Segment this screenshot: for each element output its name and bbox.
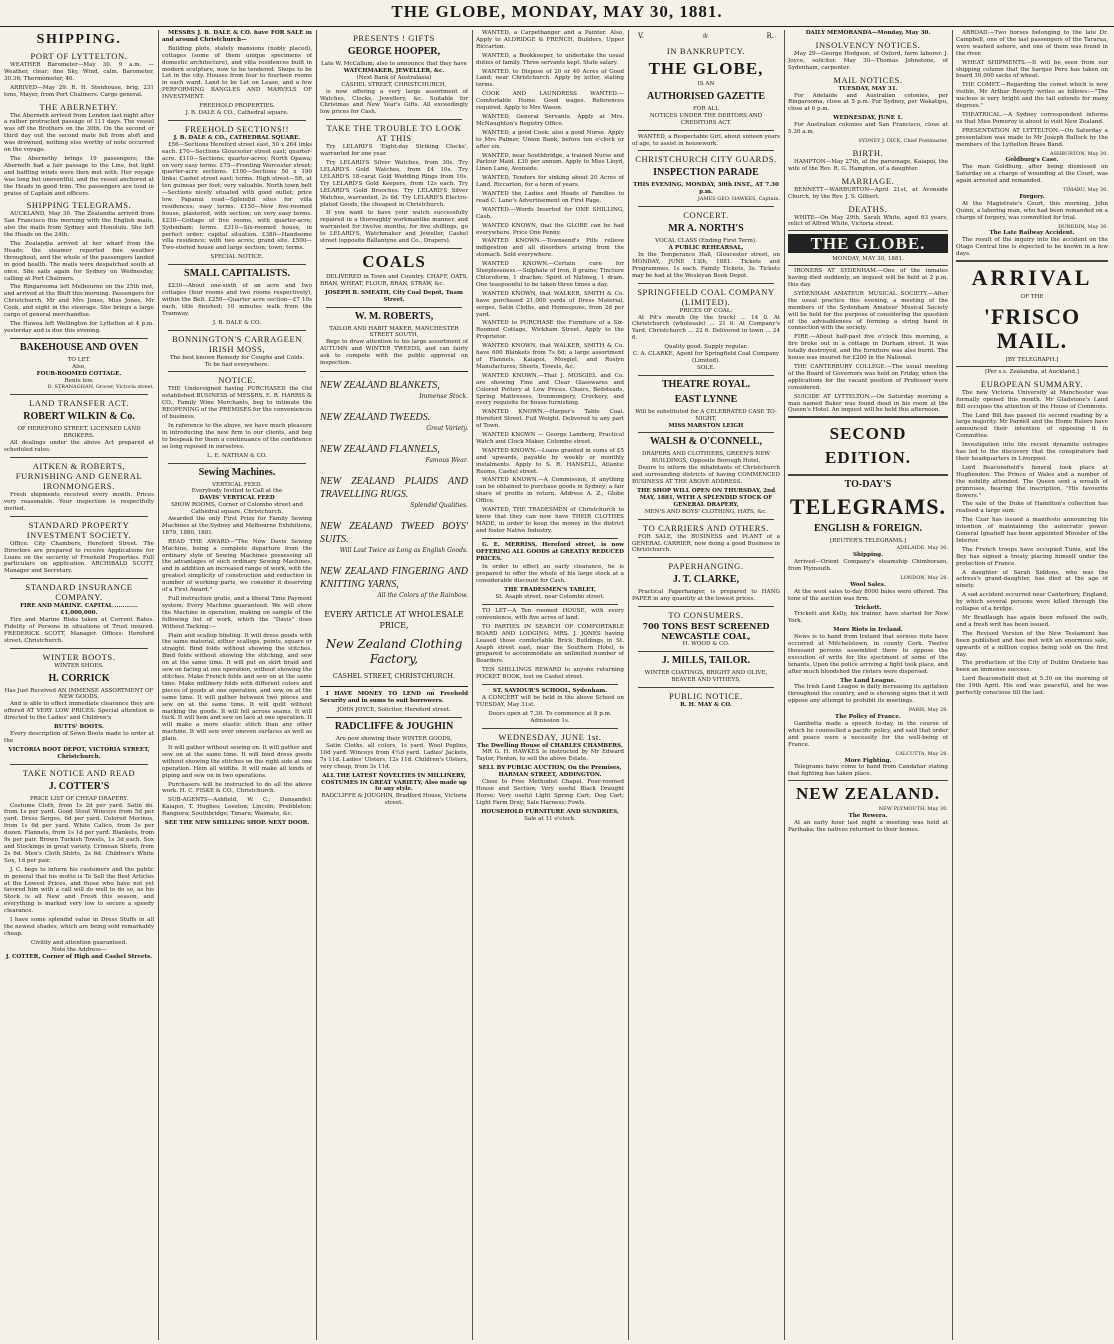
plymouth-date: NEW PLYMOUTH, May 30. (878, 806, 948, 813)
paperhanging-heading: PAPERHANGING. (668, 561, 744, 572)
cottage-label: FOUR-ROOMED COTTAGE. (36, 370, 122, 377)
weather-report: WEATHER Barometer—May 30. 9 a.m. — Weather, clear; fine Sky, Wind, calm. Barometer, 30.36; Thermometer, 46. (4, 62, 154, 82)
cotter-ad: J. COTTER'S (48, 780, 110, 792)
abernethy-heading: THE ABERNETHY. (39, 101, 119, 112)
tons-coal: 700 TONS BEST SCREENED NEWCASTLE COAL, (642, 621, 770, 642)
fire-marine: FIRE AND MARINE. CAPITAL ............ £1,000,000. (20, 603, 138, 617)
dick-name: SYDNEY J. DICK, Chief Postmaster. (858, 137, 948, 144)
hooper-sub: WATCHMAKER, JEWELLER, &c. (343, 67, 445, 74)
insolvency-heading: INSOLVENCY NOTICES. (815, 39, 921, 50)
arrived-text: Arrived—Orient Company's steamship Chimborazo, from Plymouth. (788, 559, 948, 572)
wanted-1: WANTED, a Carpetbanger and a Painter. Also, Apply to ALDRIDGE & FRENCH, Builders, Upper Riccarton. (476, 30, 624, 50)
novelties-text: ALL THE LATEST NOVELTIES IN MILLINERY, COSTUMES IN GREAT VARIETY, Also made up to any style. (321, 772, 467, 793)
nz-plaids: NEW ZEALAND PLAIDS AND TRAVELLING RUGS. (320, 475, 468, 500)
marriage-heading: MARRIAGE. (841, 175, 895, 186)
per-zealandia: [Per s.s. Zealandia, at Auckland.] (985, 368, 1079, 375)
corrick-ad: H. CORRICK (48, 672, 110, 684)
coals-sub: DELIVERED in Town and Country. CHAFF, OATS, BRAN, WHEAT, FLOUR, BRAN, STRAW, &c. (320, 273, 468, 287)
bankruptcy-heading: IN BANKRUPTCY. (666, 46, 746, 56)
european-summary: EUROPEAN SUMMARY. (980, 378, 1084, 389)
memoranda-heading: DAILY MEMORANDA—Monday, May 30. (805, 30, 931, 36)
davis-sub: SHOW ROOMS, Corner of Colombo street and Cathedral square, Christchurch. (171, 502, 303, 516)
radcliffe-ad: RADCLIFFE & JOUGHIN (334, 721, 454, 733)
leigh-name: MISS MARSTON LEIGH (668, 422, 744, 429)
wanted-6: WANTED KNOWN — George Lamberg, Practical Watch and Clock Maker, Colombo street. (476, 432, 624, 445)
aitken-ad: AITKEN & ROBERTS, FURNISHING AND GENERAL IRONMONGERS. (15, 460, 143, 491)
sale-time: Sale at 11 o'clock. (524, 815, 576, 822)
globe-date: MONDAY, MAY 30, 1881. (832, 256, 904, 263)
column-5: V. ♔ R. IN BANKRUPTCY. THE GLOBE, IS AN AUTHORISED GAZETTE FOR ALL NOTICES UNDER THE DEBTORS AND CREDITORS ACT. WANTED, a Respectable Girl, about sixteen years of age, to assist in housework. CHRISTCHURCH CITY GUARDS. INSPECTION PARADE THIS EVENING, MONDAY, 30th INST., AT 7.30 p.m. JAMES GEO. HAWKES, Captain. CONCERT. MR A. NORTH'S VOCAL CLASS (Ending First Term). A PUBLIC REHEARSAL, In the Temperance Hall, Gloucester street, on MONDAY, JUNE 13th, 1881. Tickets and Programmes, 1s each. Family Tickets, 3s. Tickets may be had at the Wesleyan Book Depot. SPRINGFIELD COAL COMPANY (LIMITED). PRICES OF COAL: At Pit's mouth (by the truck) ... 14 0. At Christchurch (wholesale) ... 21 0. At Company's Yard, Christchurch ... 22 6. Delivered in town ... 24 6. Quality good. Supply regular. C. A. CLARKE, Agent for Springfield Coal Company (Limited). SOLE. THEATRE ROYAL. EAST LYNNE Will be substituted for A CELEBRATED CASE TO-NIGHT, MISS MARSTON LEIGH WALSH & O'CONNELL, DRAPERS AND CLOTHIERS, GREEN'S NEW BUILDINGS, Opposite Borough Hotel, Desire to inform the inhabitants of Christchurch and surrounding districts of having COMMENCED BUSINESS AT THE ABOVE ADDRESS. THE SHOP WILL OPEN ON THURSDAY, 2nd MAY, 1881, WITH A SPLENDID STOCK OF GENERAL DRAPERY, MEN'S AND BOYS' CLOTHING, HATS, &c. TO CARRIERS AND OTHERS. FOR SALE, the BUSINESS and PLANT of a GENERAL CARRIER, now doing a good Business in Christchurch. PAPERHANGING. J. T. CLARKE, Practical Paperhanger, is prepared to HANG PAPER in any quantity at the lowest prices. TO CONSUMERS. 700 TONS BEST SCREENED NEWCASTLE COAL, H. WOOD & CO. J. MILLS, TAILOR. WINTER COATINGS, BRIGHT AND OLIVE, BEAVER AND VITHEYS, PUBLIC NOTICE. R. H. MAY & CO. (632, 32, 780, 708)
todays-label: TO-DAY'S (844, 479, 892, 491)
frisco-mail: 'FRISCO MAIL. (983, 304, 1081, 353)
crest-v: V. (638, 32, 645, 40)
great-variety: Great Variety. (426, 424, 468, 432)
famous-wear: Famous Wear. (425, 456, 468, 464)
saviour-school: ST. SAVIOUR'S SCHOOL, Sydenham. (492, 688, 608, 695)
globe-heading: THE GLOBE. (788, 234, 948, 253)
notices-label: NOTICES UNDER THE DEBTORS AND CREDITORS ACT. (649, 112, 763, 126)
prices-label: PRICES OF COAL: (679, 307, 733, 314)
mayo-name: R. H. MAY & CO. (680, 701, 732, 708)
bonnington-sub: The best known Remedy for Coughs and Colds. (169, 354, 305, 361)
hawkes-captain: JAMES GEO. HAWKES, Captain. (697, 196, 780, 203)
by-telegraph: [BY TELEGRAPH.] (1005, 357, 1059, 363)
forgery-label: Forgery. (1019, 193, 1045, 200)
coals-heading: COALS (362, 251, 426, 271)
calcutta-date: CALCUTTA, May 28. (895, 750, 948, 757)
wanted-2: WANTED, a Bookkeeper, to undertake the usual duties of family. Three servants kept. State salary. (476, 52, 624, 66)
mail-heading: MAIL NOTICES. (833, 74, 903, 85)
hooper-ad: GEORGE HOOPER, (347, 46, 441, 57)
masthead (0, 0, 1114, 27)
hawkes-text: MR G. H. HAWKES is instructed by Mr Edward Taylor, Fenton, to sell the above Estate. (476, 749, 624, 763)
column-2: MESSRS J. B. DALE & CO. have FOR SALE in and around Christchurch— Building plots, stately mansions (nobly placed), cottages (some of them unique specimens of domestic architecture), and villa residences built in modern sculpture, now to be tendered. Shops to be Let in the city. Houses from four to fourteen rooms in each ward. Land to be Let on Lease, and a few PERFORMING BANGLES AND MARVELS OF INVESTMENT. FREEHOLD PROPERTIES. J. B. DALE & CO., Cathedral square. FREEHOLD SECTIONS!! J. B. DALE & CO., CATHEDRAL SQUARE. £56—Sections Hereford street east, 50 x 264 links each. £70—Sections Gloucester street east; quarter-acre. £110—Sections; quarter-acres; North Opawa; on very easy terms. £75—Fronting Worcester street; quarter-acre sections. £100—Sections 50 x 190 links; Cashel street east; terms. High street—5ft, at ten guineas per foot; very valuable. North town belt—Sections nicely situated with good outlet; price low. Papanui road—Splendid sites for villa residences; easy terms. £150—New five-roomed house, plastered, with section; on very easy terms. £230—Cottage of five rooms, with quarter-acre; Sydenham; terms. £310—Six-roomed house, in perfect order; capital situation. £380—Handsome villa residence; with two acres; grand site. £500—Two-storied house and large section; town; terms. SPECIAL NOTICE. SMALL CAPITALISTS. £230—About one-sixth of an acre and two cottages (four rooms and two rooms respectively), within the Belt. £250—Quarter acre section—£7 10s each, title finished; 10 minutes walk from the Tramway. J. B. DALE & CO. BONNINGTON'S CARRAGEEN IRISH MOSS, The best known Remedy for Coughs and Colds. To be had everywhere. NOTICE. THE Undersigned having PURCHASED the Old established BUSINESS of MESSRS. E. R. HARRIS & CO., Family Wine Merchants, beg to intimate the REOPENING of the PREMISES for the conveniences of business. In reference to the above, we have much pleasure in introducing the new firm to our clients, and beg to bespeak for them a continuance of the confidence so long reposed in ourselves. L. E. NATHAN & CO. Sewing Machines. VERTICAL FEED. Everybody Invited to Call at the DAVIS' VERTICAL FEED SHOW ROOMS, Corner of Colombo street and Cathedral square, Christchurch. Awarded the only First Prize for Family Sewing Machines at the Sydney and Melbourne Exhibitions, 1879, 1880, 1881. READ THE AWARD—"The New Davis Sewing Machine, being a complete departure from the ordinary style of Sewing Machines possessing all the advantages of such ordinary Sewing Machines, and in addition an increased range of work, with the greatest simplicity of construction and reduction in number of working parts, we consider it deserving of a First Award." Full instruction gratis, and a liberal Time Payment system. Every Machine guaranteed. We will show the Machine in operation, making on sample of the following list of work, which the "Davis" does Without Tacking:— Plain and scallop binding. It will dress goods with the same material, either scallops, points, square or straight. Bind folds without showing the stitches. Bind folds without showing the stitching, and sew on at the same time. It will put on skirt braid and sew on facing at one operation, without showing the stitches. Make French folds and sew on at the same time. Make millinery folds with different colors and pieces of goods at one operation, and sew on at the same time. It will gather between two pieces and sew on at the same time. It will quilt without marking the goods. It will fell across seams. It will tuck. It will hem and sew on lace at one operation. It will make a more elastic stitch than any other machine. It will sew over uneven surfaces as well as plain. It will gather without sewing on. It will gather and sew on at the same time. It will bind dress goods without showing the stitches on the right side at one operation. Hem all widths. It will make all kinds of piping and sew on in two operations. Purchasers will be instructed to do all the above work. H. C. FISKE & CO., Christchurch. SUB-AGENTS—Ashfield, W. C.; Dunsandel; Kaiapoi, T. Hughes; Leeston; Lincoln; Prebbleton; Rangiora; Southbridge; Timaru; Waimate, &c. SEE THE NEW SHILLING SHOP. NEXT DOOR. (162, 30, 312, 827)
wool-label: Wool Sales. (850, 581, 886, 588)
concert-ad: A CONCERT will be held in the above School on TUESDAY, May 31st. (476, 694, 624, 708)
small-capitalists: SMALL CAPITALISTS. (184, 268, 290, 280)
telegrams-heading: SHIPPING TELEGRAMS. (26, 200, 132, 211)
column-4: WANTED, a Carpetbanger and a Painter. Also, Apply to ALDRIDGE & FRENCH, Builders, Upper Riccarton. WANTED, a Bookkeeper, to undertake the usual duties of family. Three servants kept. State salary. WANTED, to Dispose of 20 or 40 Acres of Good Land; near Christchurch. Apply by letter, stating terms. COOK AND LAUNDRESS WANTED.—Comfortable Home. Good wages. References required. Apply to Mrs Wason. WANTED, General Servants. Apply at Mrs. McNaughton's Registry Office. WANTED, a good Cook; also a good Nurse. Apply to Mrs Palmer, Union Bank, before ten o'clock or after six. WANTED, near Southbridge, a trained Nurse and Parlour Maid. £30 per annum. Apply to Miss Lloyd, Linen Lane, Avonside. WANTED, Tenders for sinking about 20 Acres of Land, Riccarton, for a term of years. WANTED the Ladies and Heads of Families to read C. Lane's Advertisement on First Page. WANTED.—Words Inserted for ONE SHILLING, Cash. WANTED KNOWN, that the GLOBE can be had everywhere. Price One Penny. WANTED KNOWN.—Townsend's Pills relieve indigestion and all disorders arising from the stomach. Sold everywhere. WANTED KNOWN.—Certain cure for Sleeplessness.—Sulphate of Iron, 8 grains; Tincture Chloroform, 1 drachm; Spirit of Nutmeg, 1 dram. One teaspoonful to be taken three times a day. WANTED KNOWN, that WALKER, SMITH & Co. have purchased 21,000 yards of Dress Material, serges, Satin Cloths, and Homespuns, from 2d per yard. WANTED to PURCHASE the Furniture of a Six-Roomed Cottage, Wickham Street. Apply to the Proprietor. WANTED KNOWN, that WALKER, SMITH & Co. have 600 Blankets from 7s 6d; a large assortment of Flannels, Kaiapoi, Mosgiel, and Roslyn Manufactures; Sheets, Towels, &c. WANTED KNOWN.—That J. MOSGIEL and Co. are showing Fine and Clear Glasswares and Colored Pottery at Low Prices. Chairs, Bedsteads, Spring Mattresses, Ironmongery, Crockery, and every requisite for house furnishing. WANTED KNOWN.—Harper's Table Coal. Hereford Street. Full Weight. Delivered to any part of Town. WANTED KNOWN — George Lamberg, Practical Watch and Clock Maker, Colombo street. WANTED KNOWN.—Loans granted in sums of £5 and upwards, payable by weekly or monthly instalments. Apply to S. R. HANSELL, Atlantic Rooms, Cashel street. WANTED KNOWN.—A Commission, if anything can be obtained to purchase goods in Sydney; a fair share of profits in return. Address A. Z., Globe Office. WANTED, THE TRADESMEN of Christchurch to know that they can now have THEIR CLOTHES MADE, in order to keep the money in the district and foster Native Industry. G. E. MERRISS, Hereford street, is now OFFERING ALL GOODS at GREATLY REDUCED PRICES. In order to effect an early clearance, he is prepared to offer the whole of his large stock at a considerable discount for Cash. THE TRADESMEN'S TABLET, St. Asaph street, near Colombo street. TO LET—A Ten roomed HOUSE, with every convenience, with five acres of land. TO PARTIES IN SEARCH OF COMFORTABLE BOARD AND LODGING. MRS. J. JONES having Leased those comfortable Brick Buildings in St. Asaph street east, near the Southern Hotel, is prepared to accommodate an unlimited number of Boarders. TEN SHILLINGS REWARD to anyone returning POCKET BOOK, lost on Cashel street. ST. SAVIOUR'S SCHOOL, Sydenham. A CONCERT will be held in the above School on TUESDAY, May 31st. Doors open at 7.30. To commence at 8 p.m. Admission 1s. WEDNESDAY, JUNE 1st. The Dwelling House of CHARLES CHAMBERS. MR G. H. HAWKES is instructed by Mr Edward Taylor, Fenton, to sell the above Estate. SELL BY PUBLIC AUCTION, On the Premises, HARMAN STREET, ADDINGTON. Close to Free Methodist Chapel. Four-roomed House and Section; Very useful Black Draught Horse; Very useful Light Spring Cart; Dog Cart; Light Farm Dray; Sale Harness; Fowls. HOUSEHOLD FURNITURE AND SUNDRIES, Sale at 11 o'clock. (476, 30, 624, 822)
policy-label: The Policy of France. (835, 714, 901, 721)
rehearsal-label: A PUBLIC REHEARSAL, (668, 245, 744, 252)
presents-heading: PRESENTS ! GIFTS (353, 33, 435, 43)
shipping-heading: SHIPPING. (36, 32, 122, 47)
clarke-agent: C. A. CLARKE, Agent for Springfield Coal Company (Limited). (632, 351, 780, 364)
grocer-label: D. STRANAGHAN, Grocer, Victoria street. (47, 384, 154, 391)
radcliffe-sub: Are now showing their WINTER GOODS, (335, 736, 453, 743)
concert-heading: CONCERT. (683, 210, 729, 221)
newspaper-title: THE GLOBE, MONDAY, MAY 30, 1881. (391, 2, 723, 21)
wanted-5: WANTED KNOWN, that WALKER, SMITH & Co. have purchased 21,000 yards of Dress Material, serges, Satin Cloths, and Homespuns, from 2d per yard. (476, 290, 624, 318)
butts-boots: BUTTS' BOOTS. (54, 724, 104, 731)
wednesday-label: WEDNESDAY, JUNE 1. (833, 115, 903, 122)
globe-gazette-title: THE GLOBE, (648, 59, 764, 78)
smeath-name: JOSEPH B. SMEATH, City Coal Depot, Tuam Street. (325, 289, 463, 303)
column-3: PRESENTS ! GIFTS GEORGE HOOPER, Late W. McCallum; also to announce that they have WATCHMAKER, JEWELLER, &c. (Next Bank of Australasia) CASHEL STREET, CHRISTCHURCH, is now offering a very large assortment of Watches, Clocks, Jewellery, &c. Suitable for Christmas and New Year's Gifts. All exceedingly low prices for Cash. TAKE THE TROUBLE TO LOOK AT THIS Try LELARD'S 'Eight-day Striking Clocks', warranted for one year. Try LELARD'S Silver Watches, from 30s. Try LELARD'S Gold Watches, from £4 10s. Try LELARD'S 18-carat Gold Wedding Rings from 10s. Try LELARD'S Gold Keepers, from 12s each. Try LELARD'S Gold Brooches. Try LELARD'S Silver Watches, warranted, 2s 6d. Try LELARD'S Electro-plated Goods, the cheapest in Christchurch. If you want to have your watch successfully repaired in a thoroughly workmanlike manner, and warranted for twelve months, for five shillings, go to LELARD'S, Watchmaker and Jeweller, Cashel street (opposite Ballantyne and Co., Drapers). COALS DELIVERED in Town and Country. CHAFF, OATS, BRAN, WHEAT, FLOUR, BRAN, STRAW, &c. JOSEPH B. SMEATH, City Coal Depot, Tuam Street. W. M. ROBERTS, TAILOR AND HABIT MAKER, MANCHESTER STREET SOUTH, Begs to draw attention to his large assortment of AUTUMN and WINTER TWEEDS, and can fairly ask to compete with the public approval on inspection. NEW ZEALAND BLANKETS, Immense Stock. NEW ZEALAND TWEEDS. Great Variety. NEW ZEALAND FLANNELS, Famous Wear. NEW ZEALAND PLAIDS AND TRAVELLING RUGS. Splendid Qualities. NEW ZEALAND TWEED BOYS' SUITS. Will Last Twice as Long as English Goods. NEW ZEALAND FINGERING AND KNITTING YARNS, All the Colors of the Rainbow. EVERY ARTICLE AT WHOLESALE PRICE, New Zealand Clothing Factory, CASHEL STREET, CHRISTCHURCH. I HAVE MONEY TO LEND on Freehold Security and in sums to suit borrowers. JOHN JOYCE, Solicitor, Hereford street. RADCLIFFE & JOUGHIN Are now showing their WINTER GOODS, Satin Cloths, all colors, 1s yard. Wool Poplins, 10d yard. Winceys from 4½d yard. Ladies' Jackets, 7s 11d. Ladies' Ulsters, 12s 11d. Children's Ulsters, very cheap, from 3s 11d. ALL THE LATEST NOVELTIES IN MILLINERY, COSTUMES IN GREAT VARIETY, Also made up to any style. RADCLIFFE & JOUGHIN, Bradford House, Victoria street. (320, 33, 468, 807)
money-ad: I HAVE MONEY TO LEND on Freehold Security and in sums to suit borrowers. (320, 691, 468, 705)
landleague-label: The Land League. (840, 677, 896, 684)
abernethy-text: The Aberneth arrived from London last night after a rather protracted passage of 111 days. The vessel was off the Brothers on the 30th. On the second or third day out the second mate fell from aloft and was drowned, nothing else worthy of note occurred on the voyage. (4, 112, 154, 154)
column-1: SHIPPING. PORT OF LYTTELTON. WEATHER Barometer—May 30. 9 a.m. — Weather, clear; fine Sky, Wind, calm. Barometer, 30.36; Thermometer, 46. ARRIVED—May 29. R. H. Stenhouse, brig, 231 tons, Mayer, from Port Chalmers. Cargo general. THE ABERNETHY. The Aberneth arrived from London last night after a rather protracted passage of 111 days. The vessel was off the Brothers on the 30th. On the second or third day out the second mate fell from aloft and was drowned, nothing else worthy of note occurred on the voyage. The Abernethy brings 19 passengers; the Aberneth had a fair passage to the Line, but light and baffling winds were then met with. Her voyage was long but uneventful, and the vessel anchored at the Heads in good trim. The passengers are loud in praise of Captain and officers. SHIPPING TELEGRAMS. AUCKLAND, May 30. The Zealandia arrived from San Francisco this morning with the English mails, also the mails from Sydney and Honolulu. She left the Heads on the 24th. The Zealandia arrived at her wharf from the Heads; the steamer reported fine weather throughout, and the whole of the passengers landed in good health. The mails were despatched south at once. She sails again for Sydney on Wednesday, calling at Port Chalmers. The Ringarooma left Melbourne on the 25th inst, and arrived at the Bluff this morning. Passengers for Christchurch, Mr and Mrs Jones, Miss Jones, Mr Cook, and eight in the steerage. She brings a large cargo of general merchandise. The Hawea left Wellington for Lyttelton at 4 p.m. yesterday and is due this evening. BAKEHOUSE AND OVEN TO LET. Also, FOUR-ROOMED COTTAGE. Rents low. D. STRANAGHAN, Grocer, Victoria street. LAND TRANSFER ACT. ROBERT WILKIN & Co. OF HEREFORD STREET, LICENSED LAND BROKERS. All dealings under the above Act prepared at scheduled rates. AITKEN & ROBERTS, FURNISHING AND GENERAL IRONMONGERS. Fresh shipments received every month. Prices very reasonable. Your inspection is respectfully invited. STANDARD PROPERTY INVESTMENT SOCIETY. Office: City Chambers, Hereford Street. The Directors are prepared to receive Applications for Loans on the security of Freehold Properties. Full particulars on application. ARCHIBALD SCOTT, Manager and Secretary. STANDARD INSURANCE COMPANY. FIRE AND MARINE. CAPITAL ............ £1,000,000. Fire and Marine Risks taken at Current Rates. Fidelity of Persons in situations of Trust insured. FREDERICK SCOTT, Manager. Offices: Hereford street, Christchurch. WINTER BOOTS. WINTER SHOES. H. CORRICK Has Just Received AN IMMENSE ASSORTMENT OF NEW GOODS, And is able to effect immediate clearance they are offered AT VERY LOW PRICES. Special attention is directed to the Ladies' and Children's BUTTS' BOOTS. Every description of Sewn Boots made to order at the VICTORIA BOOT DEPOT, VICTORIA STREET, Christchurch. TAKE NOTICE AND READ J. COTTER'S PRICE LIST OF CHEAP DRAPERY. Costume Cloth, from 1s 2d per yard. Satin do. from 1s per yard. Good Stout Winceys from 5d per yard. Dress Serges, 6d per yard. Colored Merinos, from 1s 6d per yard. White Calico, from 3s per dozen. Flannels, from 1s 1d per yard. Blankets, from 9s per pair. Brown Turkish Towels, 1s 3d each. Sox and Stockings in great variety. Crimean Shirts, from 2s 6d. Men's Cloth Shirts, 2s 6d. Children's White Sox, 1d per pair. J. C. begs to inform his customers and the public in general that his motto is To Sell the Best Articles at the Lowest Prices, and those who have not yet favored him with a call will do well to do so, as his Stock is all New and Fresh this season, and everything is marked very low to secure a speedy clearance. I have some splendid value in Dress Stuffs in all the newest shades, which are being sold remarkably cheap. Civility and attention guaranteed. Note the Address— J. COTTER, Corner of High and Cashel Streets. (4, 32, 154, 960)
adelaide-date: ADELAIDE, May 30. (896, 545, 948, 552)
cotter-sub: PRICE LIST OF CHEAP DRAPERY. (29, 795, 129, 802)
wholesale-price: EVERY ARTICLE AT WHOLESALE PRICE, (324, 610, 464, 631)
carriers-heading: TO CARRIERS AND OTHERS. (642, 522, 770, 533)
springfield-heading: SPRINGFIELD COAL COMPANY (LIMITED). (637, 286, 775, 307)
freehold-heading: FREEHOLD SECTIONS!! (184, 123, 290, 134)
tuesday-label: TUESDAY, MAY 31. (838, 85, 898, 92)
english-foreign: ENGLISH & FOREIGN. (813, 523, 923, 535)
winter-boots: WINTER BOOTS. (42, 651, 116, 662)
rewera-label: The Rewera. (848, 813, 888, 820)
deaths-heading: DEATHS. (848, 203, 888, 214)
immense-stock: Immense Stock. (419, 393, 468, 400)
guards-heading: CHRISTCHURCH CITY GUARDS. (635, 154, 777, 165)
inspection-parade: INSPECTION PARADE (653, 167, 759, 179)
evening-label: THIS EVENING, MONDAY, 30th INST., AT 7.30 p.m. (633, 182, 779, 196)
dale-sale-heading: MESSRS J. B. DALE & CO. have FOR SALE in and around Christchurch— (162, 30, 312, 43)
bonnington-ad: BONNINGTON'S CARRAGEEN IRISH MOSS, (171, 333, 303, 354)
accident-label: The Late Railway Accident. (989, 230, 1075, 237)
column-6: DAILY MEMORANDA—Monday, May 30. INSOLVENCY NOTICES. May 29—George Hodgson, of Oxford, farm laborer. J. Joyce, solicitor. May 30—Thomas Johnstone, of Sydenham, carpenter. MAIL NOTICES. TUESDAY, MAY 31. For Adelaide and Australian colonies, per Ringarooma, close at 5 p.m. For Sydney, per Wakatipu, close at 6 p.m. WEDNESDAY, JUNE 1. For Australian colonies and San Francisco, close at 5.30 a.m. SYDNEY J. DICK, Chief Postmaster. BIRTH. HAMPTON—May 27th, at the parsonage, Kaiapoi, the wife of the Rev. R. G. Hampton, of a daughter. MARRIAGE. BENNETT—WARBURTON—April 21st, at Avonside Church, by the Rev. J. S. Gilbert. DEATHS. WHITE—On May 29th, Sarah White, aged 63 years, relict of Alfred White, Victoria street. THE GLOBE. MONDAY, MAY 30, 1881. IRONERS AT SYDENHAM.—One of the inmates having died suddenly, an inquest will be held at 2 p.m. this day. SYDENHAM AMATEUR MUSICAL SOCIETY.—After the usual practice this evening, a meeting of the members of the Sydenham Amateur Musical Society will be held for the purpose of considering the question of the advisableness of forming a string band in connection with the society. FIRE.—About half-past five o'clock this morning, a fire broke out in a cottage in Durham street. It was totally destroyed, and the furniture was also burnt. The house was insured for £200 in the National. THE CANTERBURY COLLEGE.—The usual meeting of the Board of Governors was held on Friday, when the applications for the vacant position of Professor were considered. SUICIDE AT LYTTELTON.—On Saturday morning a man named Baker was found dead in his room at the Queen's Hotel. An inquest will be held this afternoon. SECOND EDITION. TO-DAY'S TELEGRAMS. ENGLISH & FOREIGN. [REUTER'S TELEGRAMS.] ADELAIDE, May 30. Shipping. Arrived—Orient Company's steamship Chimborazo, from Plymouth. LONDON, May 28. Wool Sales. At the wool sales to-day 8000 bales were offered. The tone of the auction was firm. Trickett. Trickett and Kelly, his trainer, have started for New York. More Riots in Ireland. News is to hand from Ireland that serious riots have occurred at Mitchelstown, in county Cork. Twelve thousand persons assembled there to oppose the execution of writs for the ejectment of some of the tenants. Upon the police arriving a fight took place, and after much bloodshed the rioters were dispersed. The Land League. The Irish Land League is daily increasing its agitation throughout the country, and is showing signs that it will oppose any attempt to prohibit its meetings. PARIS, May 28. The Policy of France. Gambetta made a speech to-day, in the course of which he counselled a pacific policy, and said that order and peace were a necessity for the well-being of France. CALCUTTA, May 28. More Fighting. Telegrams have come to hand from Candahar stating that fighting has taken place. NEW ZEALAND. NEW PLYMOUTH, May 30. The Rewera. At an early hour last night a meeting was held at Parihaka; the natives returned to their homes. (788, 30, 948, 833)
standard-insurance: STANDARD INSURANCE COMPANY. (25, 582, 133, 603)
wanted-girl: WANTED, a Respectable Girl, about sixteen years of age, to assist in housework. (632, 133, 780, 147)
wednesday-heading: WEDNESDAY, JUNE 1st. (498, 731, 602, 742)
sewing-machines: Sewing Machines. (198, 466, 276, 478)
wanted-4: WANTED, Tenders for sinking about 20 Acres of Land, Riccarton, for a term of years. (476, 175, 624, 189)
nz-fingering: NEW ZEALAND FINGERING AND KNITTING YARNS, (320, 565, 468, 590)
public-notice: PUBLIC NOTICE. (668, 690, 744, 701)
second-edition: SECOND EDITION. (825, 424, 911, 468)
winter-coatings: WINTER COATINGS, BRIGHT AND OLIVE, BEAVER AND VITHEYS, (644, 670, 768, 683)
tolet-house: TO LET—A Ten roomed HOUSE, with every convenience, with five acres of land. (476, 607, 624, 621)
nz-tweeds: NEW ZEALAND TWEEDS. (320, 411, 431, 423)
fighting-label: More Fighting. (844, 757, 892, 764)
cotter-heading: TAKE NOTICE AND READ (22, 767, 136, 778)
household-label: HOUSEHOLD FURNITURE AND SUNDRIES, (481, 808, 619, 815)
birth-heading: BIRTH. (852, 147, 884, 158)
corrick-sub: Has Just Received AN IMMENSE ASSORTMENT OF NEW GOODS, (4, 687, 154, 701)
telegrams-title: TELEGRAMS. (789, 494, 947, 520)
port-heading: PORT OF LYTTELTON. (30, 51, 128, 61)
sole-label: SOLE. (697, 364, 715, 371)
davis-ad: DAVIS' VERTICAL FEED (199, 495, 275, 502)
roberts-sub: TAILOR AND HABIT MAKER, MANCHESTER STREET SOUTH, (329, 325, 459, 339)
nz-flannels: NEW ZEALAND FLANNELS, (320, 443, 440, 455)
splendid-qualities: Splendid Qualities. (410, 501, 468, 509)
walsh-sub: DRAPERS AND CLOTHIERS, GREEN'S NEW BUILDINGS, Opposite Borough Hotel, (641, 451, 771, 465)
theatre-heading: THEATRE ROYAL. (661, 378, 751, 390)
trickett-label: Trickett. (854, 604, 882, 611)
vertical-feed: VERTICAL FEED. (211, 481, 263, 488)
wanted-3: WANTED, General Servants. Apply at Mrs. McNaughton's Registry Office. (476, 113, 624, 127)
leading-para: IRONERS AT SYDENHAM.—One of the inmates having died suddenly, an inquest will be held at 2 p.m. this day. (788, 268, 948, 289)
clarke-paperhanger: J. T. CLARKE, (672, 574, 740, 586)
column-7: ABROAD.—Two horses belonging to the late Dr. Campbell, one of the last passengers of the Tararua, were washed ashore, and one of them was found in the river. WHEAT SHIPMENTS.—It will be seen from our shipping column that the barque Peru has taken on board 10,000 sacks of wheat. THE COMET.—Regarding the comet which is now visible, Mr Arthur Beverly writes as follows:—"The nucleus is very bright and the tail extends for many degrees." THEATRICAL.—A Sydney correspondent informs us that Miss Pomeroy is about to visit New Zealand. PRESENTATION AT LYTTELTON.—On Saturday a presentation was made to Mr Joseph Bullock by the members of the Lyttelton Brass Band. ASHBURTON, May 30. Goldburg's Case. The man Goldburg, after being dismissed on Saturday on a charge of wounding at the Court, was again arrested and remanded. TIMARU, May 30. Forgery. At the Magistrate's Court, this morning, John Quinn, a laboring man, who had been remanded on a charge of forgery, was committed for trial. DUNEDIN, May 30. The Late Railway Accident. The result of the inquiry into the accident on the Otago Central line is expected to be known in a few days. ARRIVAL OF THE 'FRISCO MAIL. [BY TELEGRAPH.] [Per s.s. Zealandia, at Auckland.] EUROPEAN SUMMARY. The new Victoria University at Manchester was formally opened this month. Mr Gladstone's Land Bill occupies the attention of the House of Commons. The Land Bill has passed its second reading by a large majority. Mr Parnell and the Home Rulers have announced their intention of opposing it in Committee. Investigation into the recent dynamite outrages has led to the discovery that the conspirators had their headquarters in Liverpool. Lord Beaconsfield's funeral took place at Hughenden. The Prince of Wales and a number of the nobility attended. The Queen sent a wreath of primroses, bearing the inscription, "His favourite flowers." The sale of the Duke of Hamilton's collection has realised a large sum. The Czar has issued a manifesto announcing his intention of maintaining the autocratic power. General Ignatieff has been appointed Minister of the Interior. The French troops have occupied Tunis, and the Bey has signed a treaty placing himself under the protection of France. A daughter of Sarah Siddons, who was the actress's grand-daughter, has died at the age of ninety. A sad accident occurred near Canterbury, England, by which several persons were killed through the collapse of a bridge. Mr Bradlaugh has again been refused the oath, and a fresh writ has been issued. The Revised Version of the New Testament has been published and has met with an enormous sale, upwards of a million copies being sold on the first day. The production of the City of Dublin Oratorio has been an immense success. Lord Beaconsfield died at 5.30 on the morning of the 19th April. His end was peaceful, and he was perfectly conscious till the last. (956, 30, 1108, 697)
notice-text: THE Undersigned having PURCHASED the Old established BUSINESS of MESSRS. E. R. HARRIS & CO., Family Wine Merchants, beg to intimate the REOPENING of the PREMISES for the conveniences of business. (162, 386, 312, 421)
mills-ad: J. MILLS, TAILOR. (661, 655, 751, 667)
timaru-date: TIMARU, May 30. (1062, 187, 1108, 194)
ireland-label: More Riots in Ireland. (833, 627, 903, 634)
authorised-gazette: AUTHORISED GAZETTE (646, 90, 766, 102)
consumers-heading: TO CONSUMERS. (668, 610, 744, 621)
auction-label: SELL BY PUBLIC AUCTION, On the Premises, HARMAN STREET, ADDINGTON. (478, 765, 622, 779)
dunedin-date: DUNEDIN, May 30. (1058, 223, 1108, 230)
notice-heading: NOTICE. (218, 375, 256, 386)
tolet-label: TO LET. (67, 356, 91, 363)
lelard-text: Try LELARD'S 'Eight-day Striking Clocks', warranted for one year. (320, 144, 468, 158)
of-the-label: OF THE (1020, 294, 1044, 301)
joyce-name: JOHN JOYCE, Solicitor, Hereford street. (337, 707, 451, 714)
clothing-label: MEN'S AND BOYS' CLOTHING, HATS, &c. (644, 508, 768, 515)
shop-opening: THE SHOP WILL OPEN ON THURSDAY, 2nd MAY, 1881, WITH A SPLENDID STOCK OF GENERAL DRAPERY, (636, 488, 776, 508)
arrival-heading: ARRIVAL (971, 265, 1093, 291)
wilkin-ad: ROBERT WILKIN & Co. (23, 411, 135, 423)
for-all: FOR ALL (693, 105, 719, 112)
clothing-factory: New Zealand Clothing Factory, (325, 637, 463, 667)
quality-label: Quality good. Supply regular. (664, 344, 748, 351)
nz-boys-suits: NEW ZEALAND TWEED BOYS' SUITS. (320, 520, 468, 545)
nz-blankets: NEW ZEALAND BLANKETS, (320, 380, 440, 391)
bakehouse-ad: BAKEHOUSE AND OVEN (19, 341, 139, 353)
radcliffe-foot: RADCLIFFE & JOUGHIN, Bradford House, Victoria street. (321, 793, 467, 807)
dwelling-label: The Dwelling House of CHARLES CHAMBERS. (477, 742, 623, 749)
paris-date: PARIS, May 28. (908, 707, 948, 714)
factory-address: CASHEL STREET, CHRISTCHURCH. (332, 672, 456, 681)
wilkin-sub: OF HEREFORD STREET, LICENSED LAND BROKERS. (17, 426, 141, 440)
crest-icon: ♔ (702, 32, 709, 40)
reuters-label: [REUTER'S TELEGRAMS.] (829, 538, 907, 545)
walsh-ad: WALSH & O'CONNELL, (650, 436, 762, 448)
land-transfer-heading: LAND TRANSFER ACT. (29, 398, 129, 409)
shipping-label: Shipping. (852, 552, 884, 559)
goldburg-label: Goldburg's Case. (1005, 157, 1059, 164)
nz-heading: NEW ZEALAND. (796, 784, 940, 804)
newspaper-page (4, 30, 1110, 1340)
woods-name: H. WOOD & CO. (682, 641, 730, 648)
dale-name: J. B. DALE & CO., CATHEDRAL SQUARE. (173, 134, 301, 141)
summary-text: The new Victoria University at Manchester was formally opened this month. Mr Gladstone's Land Bill occupies the attention of the House of Commons. (956, 389, 1108, 410)
london-date: LONDON, May 28. (900, 574, 948, 581)
cotter-address: J. COTTER, Corner of High and Cashel Streets. (5, 953, 153, 960)
north-sub: VOCAL CLASS (Ending First Term). (655, 238, 757, 245)
east-lynne: EAST LYNNE (674, 393, 738, 405)
ashburton-date: ASHBURTON, May 30. (1049, 150, 1108, 157)
victoria-depot: VICTORIA BOOT DEPOT, VICTORIA STREET, Christchurch. (8, 746, 150, 760)
trouble-heading: TAKE THE TROUBLE TO LOOK AT THIS (326, 123, 462, 144)
telegram-text: AUCKLAND, May 30. The Zealandia arrived from San Francisco this morning with the English mails, also the mails from Sydney and Honolulu. She left the Heads on the 24th. (4, 211, 154, 239)
crest-r: R. (766, 32, 774, 40)
wool-text: At the wool sales to-day 8000 bales were offered. The tone of the auction was firm. (788, 588, 948, 602)
arrived-report: ARRIVED—May 29. R. H. Stenhouse, brig, 231 tons, Mayer, from Port Chalmers. Cargo general. (4, 84, 154, 98)
merriss-ad: G. E. MERRISS, Hereford street, is now OFFERING ALL GOODS at GREATLY REDUCED PRICES. (476, 541, 624, 562)
last-twice: Will Last Twice as Long as English Goods. (339, 546, 468, 554)
tradesmen-tablet: THE TRADESMEN'S TABLET, (504, 587, 596, 594)
rainbow-colors: All the Colors of the Rainbow. (377, 591, 468, 599)
roberts-ad: W. M. ROBERTS, (354, 310, 434, 322)
standard-society: STANDARD PROPERTY INVESTMENT SOCIETY. (26, 519, 132, 540)
north-ad: MR A. NORTH'S (668, 223, 744, 235)
reward-ad: TEN SHILLINGS REWARD to anyone returning POCKET BOOK, lost on Cashel street. (476, 667, 624, 681)
